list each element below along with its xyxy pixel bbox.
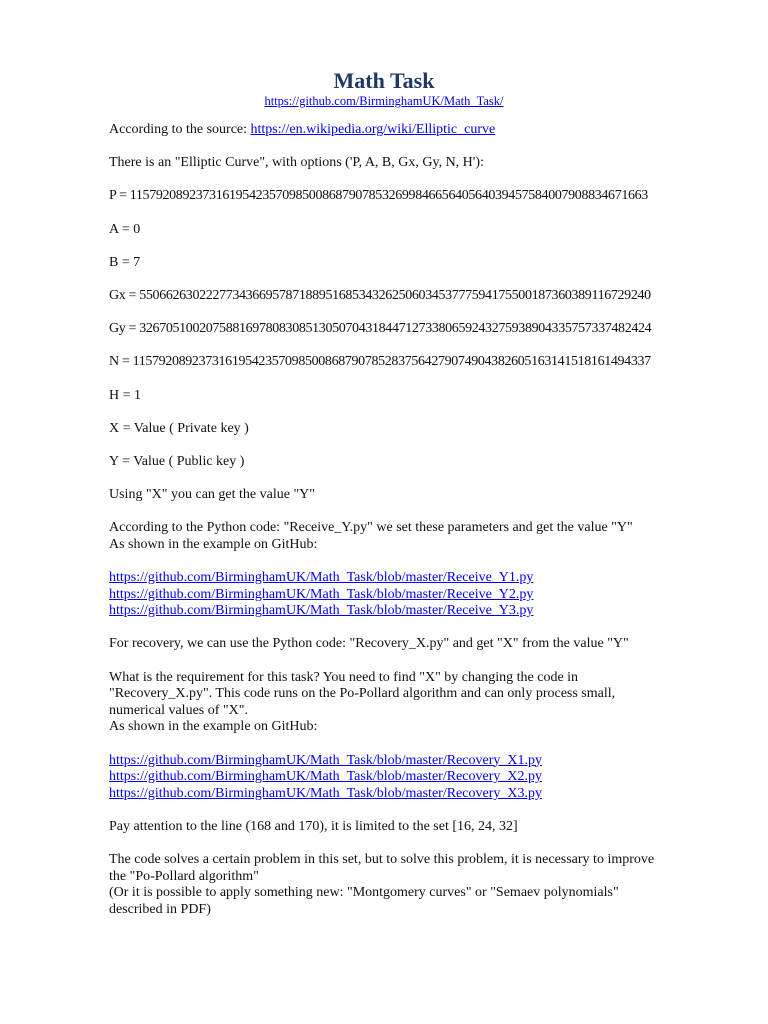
receive-y2-link[interactable]: https://github.com/BirminghamUK/Math_Task/blob/master/Receive_Y2.py — [109, 586, 534, 602]
recovery-intro: For recovery, we can use the Python code: "Recovery_X.py" and get "X" from the value "Y" — [109, 636, 629, 652]
param-a: A = 0 — [109, 221, 141, 237]
recovery-x3-link[interactable]: https://github.com/BirminghamUK/Math_Task/blob/master/Recovery_X3.py — [109, 785, 542, 801]
receive-links-list — [109, 570, 739, 620]
repo-link-header — [0, 94, 768, 109]
y-definition: Y = Value ( Public key ) — [109, 453, 245, 469]
requirement-line-4: As shown in the example on GitHub: — [109, 719, 318, 735]
requirement-line-1: What is the requirement for this task? You need to find "X" by changing the code in — [109, 669, 579, 685]
param-gx: Gx = 55066263022277343669578718895168534326250603453777594175500187360389116729240 — [109, 287, 651, 303]
recovery-links-list — [109, 753, 739, 803]
receive-y1-link[interactable]: https://github.com/BirminghamUK/Math_Task/blob/master/Receive_Y1.py — [109, 570, 534, 586]
solve-line-3: (Or it is possible to apply something new: "Montgomery curves" or "Semaev polynomials" — [109, 885, 619, 901]
receive-intro-line-2: As shown in the example on GitHub: — [109, 536, 318, 552]
param-n: N = 115792089237316195423570985008687907852837564279074904382605163141518161494337 — [109, 354, 651, 370]
param-gy: Gy = 32670510020758816978083085130507043184471273380659243275938904335757337482424 — [109, 321, 652, 337]
source-prefix: According to the source: — [109, 122, 251, 137]
source-paragraph — [109, 122, 739, 139]
param-p: P = 115792089237316195423570985008687907853269984665640564039457584007908834671663 — [109, 188, 648, 204]
page-title: Math Task — [333, 68, 435, 93]
recovery-x1-link[interactable]: https://github.com/BirminghamUK/Math_Task/blob/master/Recovery_X1.py — [109, 752, 542, 768]
receive-intro-line-1: According to the Python code: "Receive_Y.py" we set these parameters and get the value "Y" — [109, 520, 633, 536]
document-body — [109, 122, 739, 919]
wikipedia-link[interactable]: https://en.wikipedia.org/wiki/Elliptic_curve — [250, 122, 496, 137]
solve-line-4: described in PDF) — [109, 901, 211, 917]
x-definition: X = Value ( Private key ) — [109, 420, 249, 436]
repo-link[interactable]: https://github.com/BirminghamUK/Math_Task/ — [264, 94, 504, 108]
param-h: H = 1 — [109, 387, 142, 403]
attention-text: Pay attention to the line (168 and 170), it is limited to the set [16, 24, 32] — [109, 818, 518, 834]
receive-y3-link[interactable]: https://github.com/BirminghamUK/Math_Task/blob/master/Receive_Y3.py — [109, 603, 534, 619]
requirement-line-2: "Recovery_X.py". This code runs on the Po-Pollard algorithm and can only process small, — [109, 686, 616, 702]
param-b: B = 7 — [109, 254, 141, 270]
requirement-line-3: numerical values of "X". — [109, 702, 248, 718]
solve-line-1: The code solves a certain problem in this set, but to solve this problem, it is necessary to improve — [109, 852, 655, 868]
using-x-text: Using "X" you can get the value "Y" — [109, 487, 315, 503]
curve-intro: There is an "Elliptic Curve", with options ('P, A, B, Gx, Gy, N, H'): — [109, 155, 484, 171]
solve-line-2: the "Po-Pollard algorithm" — [109, 868, 259, 884]
recovery-x2-link[interactable]: https://github.com/BirminghamUK/Math_Task/blob/master/Recovery_X2.py — [109, 769, 542, 785]
